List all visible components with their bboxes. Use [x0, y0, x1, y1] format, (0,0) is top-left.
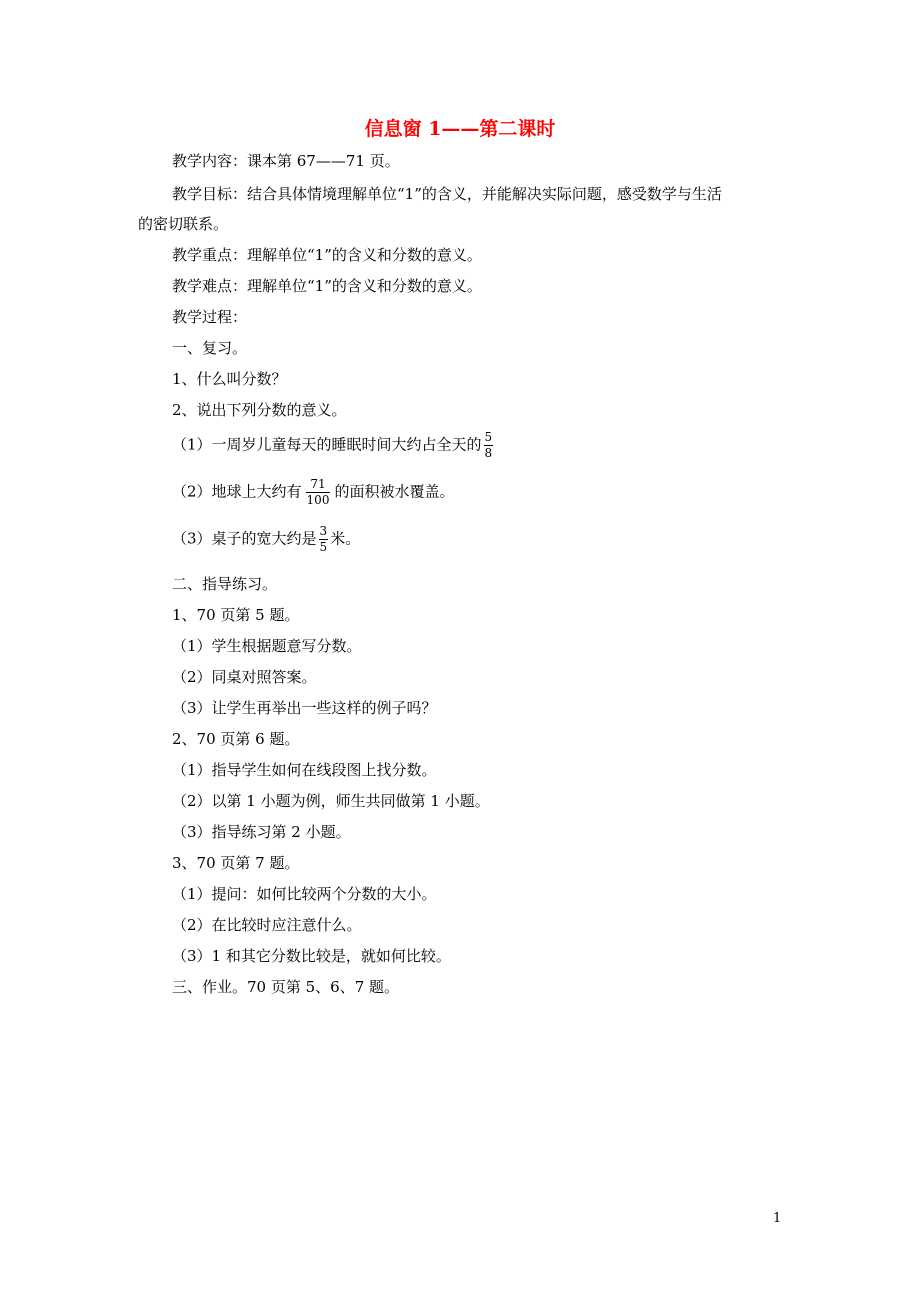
teaching-key-point: 教学重点：理解单位“1”的含义和分数的意义。	[172, 246, 482, 264]
fraction-five-eighths	[484, 430, 494, 461]
page-title: 信息窗 1——第二课时	[364, 118, 556, 140]
teaching-process: 教学过程：	[172, 308, 248, 326]
fraction-denominator: 8	[484, 446, 493, 460]
practice-2: 2、70 页第 6 题。	[172, 730, 300, 748]
review-item-1-text: （1）一周岁儿童每天的睡眠时间大约占全天的	[172, 435, 482, 454]
practice-2a: （1）指导学生如何在线段图上找分数。	[172, 761, 437, 779]
review-item-2	[172, 477, 454, 508]
practice-2c: （3）指导练习第 2 小题。	[172, 823, 351, 841]
teaching-difficulty: 教学难点：理解单位“1”的含义和分数的意义。	[172, 277, 482, 295]
teaching-content: 教学内容：课本第 67——71 页。	[172, 152, 400, 170]
practice-3b: （2）在比较时应注意什么。	[172, 916, 362, 934]
fraction-denominator: 100	[306, 493, 330, 507]
review-item-3-after: 米。	[330, 529, 361, 548]
practice-2b: （2）以第 1 小题为例，师生共同做第 1 小题。	[172, 792, 490, 810]
review-item-2-after: 的面积被水覆盖。	[334, 482, 455, 501]
practice-1b: （2）同桌对照答案。	[172, 668, 317, 686]
practice-3a: （1）提问：如何比较两个分数的大小。	[172, 885, 437, 903]
teaching-goal-line1: 教学目标：结合具体情境理解单位“1”的含义，并能解决实际问题，感受数学与生活	[172, 185, 722, 203]
review-question-2: 2、说出下列分数的意义。	[172, 401, 347, 419]
review-item-1	[172, 430, 495, 461]
fraction-numerator: 71	[306, 477, 331, 493]
practice-1c: （3）让学生再举出一些这样的例子吗？	[172, 699, 437, 717]
fraction-numerator: 3	[319, 524, 328, 538]
fraction-numerator: 5	[484, 430, 493, 444]
practice-3c: （3）1 和其它分数比较是，就如何比较。	[172, 947, 451, 965]
review-item-2-before: （2）地球上大约有	[172, 482, 302, 501]
fraction-three-fifths	[319, 524, 329, 555]
teaching-goal-line2: 的密切联系。	[138, 215, 229, 233]
page-number: 1	[773, 1211, 782, 1226]
practice-1: 1、70 页第 5 题。	[172, 606, 300, 624]
review-item-3	[172, 524, 360, 555]
review-question-1: 1、什么叫分数？	[172, 370, 287, 388]
practice-heading: 二、指导练习。	[172, 575, 278, 593]
homework: 三、作业。70 页第 5、6、7 题。	[172, 978, 400, 996]
fraction-71-100	[306, 477, 331, 508]
fraction-denominator: 5	[319, 540, 328, 554]
review-item-3-before: （3）桌子的宽大约是	[172, 529, 317, 548]
practice-1a: （1）学生根据题意写分数。	[172, 637, 362, 655]
practice-3: 3、70 页第 7 题。	[172, 854, 300, 872]
review-heading: 一、复习。	[172, 339, 248, 357]
